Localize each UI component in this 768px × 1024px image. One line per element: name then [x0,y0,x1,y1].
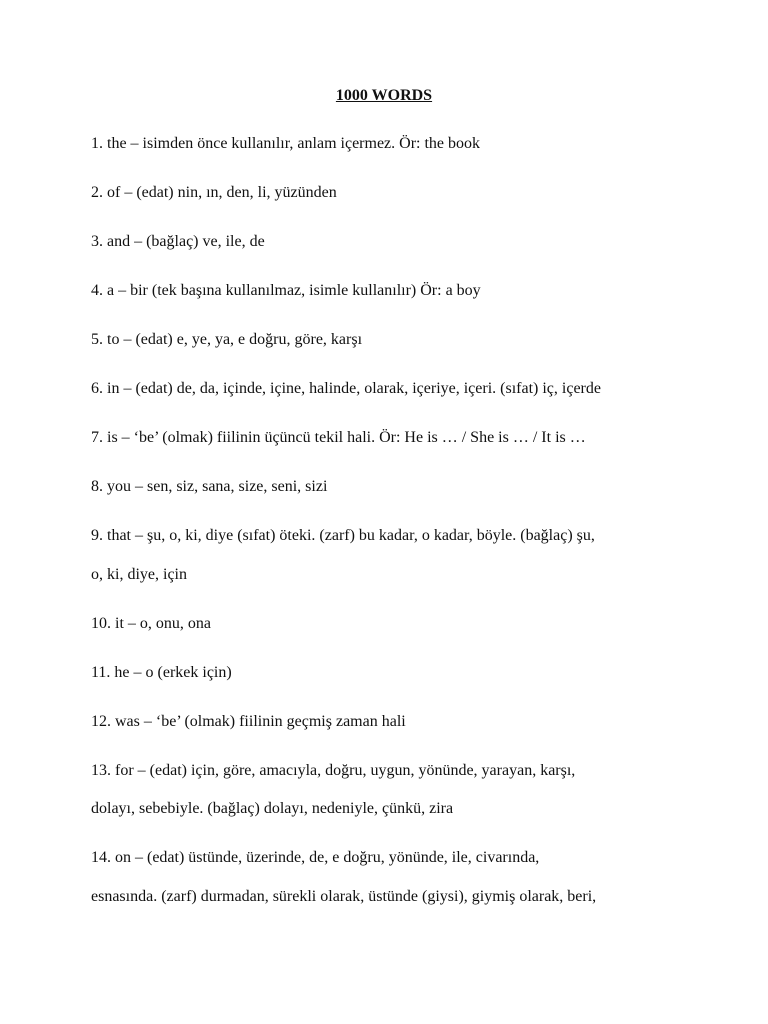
word-entry-line: 14. on – (edat) üstünde, üzerinde, de, e doğru, yönünde, ile, civarında, [91,849,540,866]
word-entry [91,133,691,155]
word-entry-line: 9. that – şu, o, ki, diye (sıfat) öteki. (zarf) bu kadar, o kadar, böyle. (bağlaç) şu, [91,527,595,544]
word-entry [91,525,691,586]
word-entry-line: 2. of – (edat) nin, ın, den, li, yüzünden [91,184,337,201]
word-entry [91,329,691,351]
document-title: 1000 WORDS [335,87,433,104]
word-entry [91,182,691,204]
word-entry-line: 8. you – sen, siz, sana, size, seni, sizi [91,478,328,495]
word-entry [91,427,691,449]
word-entry-line: esnasında. (zarf) durmadan, sürekli olarak, üstünde (giysi), giymiş olarak, beri, [91,887,597,905]
word-entry [91,760,691,821]
word-entry-line: 1. the – isimden önce kullanılır, anlam içermez. Ör: the book [91,135,481,152]
word-entry-line: 13. for – (edat) için, göre, amacıyla, doğru, uygun, yönünde, yarayan, karşı, [91,761,576,779]
word-entry [91,280,691,302]
word-entry-line: 5. to – (edat) e, ye, ya, e doğru, göre, karşı [91,331,363,348]
word-entry-line: 7. is – ‘be’ (olmak) fiilinin üçüncü tekil hali. Ör: He is … / She is … / It is … [91,429,586,446]
word-list [91,133,691,935]
word-entry-line: 4. a – bir (tek başına kullanılmaz, isimle kullanılır) Ör: a boy [91,282,481,299]
word-entry [91,378,691,400]
word-entry [91,476,691,498]
word-entry [91,231,691,253]
word-entry-line: 10. it – o, onu, ona [91,614,211,632]
word-entry-line: 6. in – (edat) de, da, içinde, içine, halinde, olarak, içeriye, içeri. (sıfat) iç, içerde [91,380,601,397]
word-entry [91,662,691,684]
word-entry [91,613,691,635]
word-entry-line: o, ki, diye, için [91,565,187,583]
word-entry-line: dolayı, sebebiyle. (bağlaç) dolayı, nedeniyle, çünkü, zira [91,800,454,817]
word-entry-line: 3. and – (bağlaç) ve, ile, de [91,233,265,250]
word-entry-line: 11. he – o (erkek için) [91,663,232,681]
word-entry [91,847,691,908]
word-entry [91,711,691,733]
word-entry-line: 12. was – ‘be’ (olmak) fiilinin geçmiş zaman hali [91,712,406,730]
